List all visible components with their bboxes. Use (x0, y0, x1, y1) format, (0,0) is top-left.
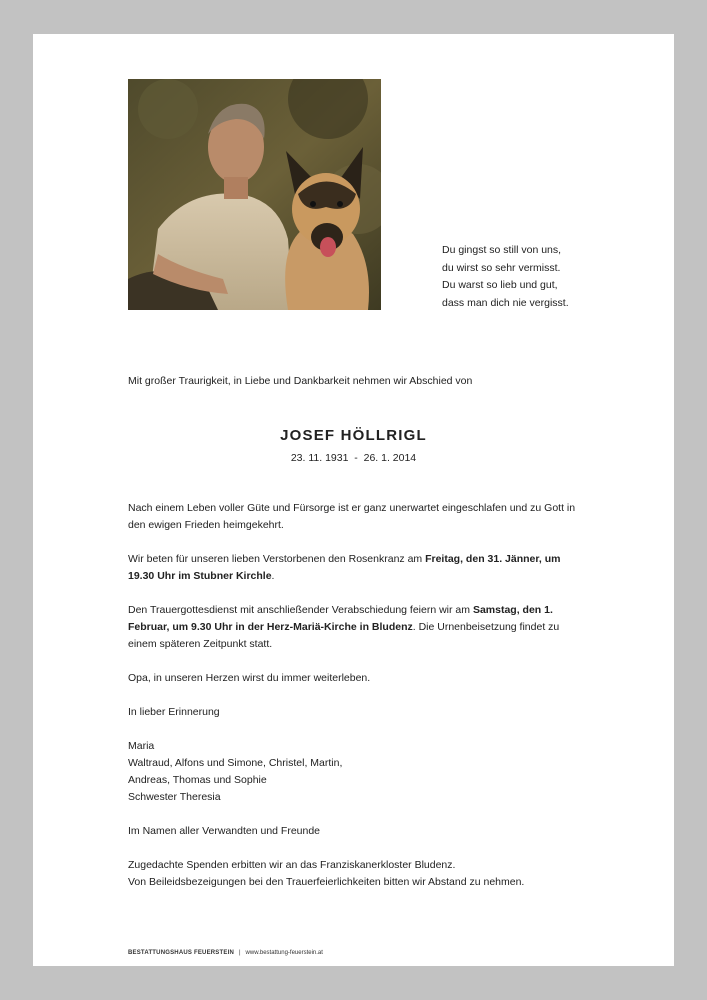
closing-notes (128, 857, 588, 891)
closing-line: Von Beileidsbezeigungen bei den Trauerfeierlichkeiten bitten wir Abstand zu nehmen. (128, 876, 525, 888)
footer-url[interactable]: www.bestattung-feuerstein.at (245, 950, 323, 956)
footer-brand: BESTATTUNGSHAUS FEUERSTEIN (128, 950, 234, 956)
family-member: Maria (128, 740, 155, 752)
poem-line: Du gingst so still von uns, (442, 244, 562, 256)
rosary-end: . (271, 570, 275, 582)
family-member: Waltraud, Alfons und Simone, Christel, Martin, (128, 757, 343, 769)
poem (442, 242, 569, 312)
funeral-text: Den Trauergottesdienst mit anschließender Verabschiedung feiern wir am (128, 604, 473, 616)
intro-text: Mit großer Traurigkeit, in Liebe und Dankbarkeit nehmen wir Abschied von (128, 375, 473, 387)
poem-line: dass man dich nie vergisst. (442, 296, 569, 309)
paragraph-rosary (128, 551, 588, 585)
obituary-body (128, 500, 588, 908)
life-dates: 23. 11. 1931 - 26. 1. 2014 (290, 452, 417, 464)
paragraph-opa: Opa, in unseren Herzen wirst du immer weiterleben. (128, 672, 371, 684)
funeral-date: Samstag, den 1. Februar, um 9.30 Uhr in der Herz-Mariä-Kirche in Bludenz (128, 604, 553, 633)
paragraph-passing: Nach einem Leben voller Güte und Fürsorge ist er ganz unerwartet eingeschlafen und zu Gott in den ewigen Frieden heimgekehrt. (128, 502, 576, 531)
portrait-photo (128, 79, 381, 310)
rosary-date: Freitag, den 31. Jänner, um 19.30 Uhr im Stubner Kirchle (128, 553, 561, 582)
closing-line: Zugedachte Spenden erbitten wir an das Franziskanerkloster Bludenz. (128, 859, 456, 871)
portrait-photo-illustration (128, 79, 381, 310)
family-list (128, 738, 588, 806)
poem-line: Du warst so lieb und gut, (442, 279, 558, 291)
rosary-text: Wir beten für unseren lieben Verstorbenen den Rosenkranz am (128, 553, 426, 565)
footer (128, 950, 323, 956)
footer-separator: | (238, 950, 241, 956)
family-member: Andreas, Thomas und Sophie (128, 774, 267, 786)
paragraph-funeral (128, 602, 588, 653)
funeral-end: . Die Urnenbeisetzung findet zu einem späteren Zeitpunkt statt. (128, 621, 560, 650)
family-member: Schwester Theresia (128, 791, 221, 803)
paragraph-relatives: Im Namen aller Verwandten und Freunde (128, 825, 321, 837)
paragraph-remembrance: In lieber Erinnerung (128, 706, 220, 718)
poem-line: du wirst so sehr vermisst. (442, 261, 561, 274)
obituary-page (33, 34, 674, 966)
deceased-name: JOSEF HÖLLRIGL (280, 427, 427, 444)
